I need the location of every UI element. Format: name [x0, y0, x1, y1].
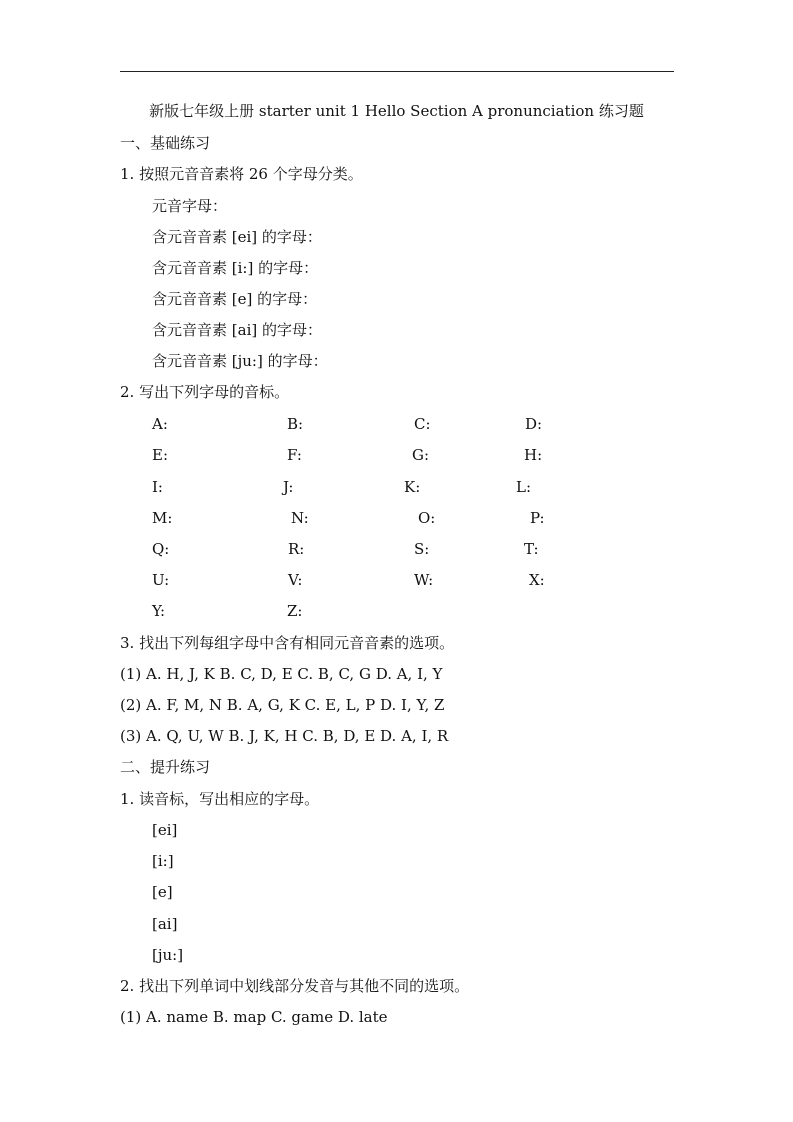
letter-cell: F:	[287, 446, 302, 464]
list-item: 含元音音素 [e] 的字母：	[152, 290, 318, 308]
list-item: 含元音音素 [ei] 的字母：	[152, 228, 322, 246]
section-heading-basic: 一、基础练习	[120, 134, 211, 152]
list-item: 含元音音素 [ai] 的字母：	[152, 321, 322, 339]
letter-cell: V:	[288, 571, 303, 589]
list-item: [ai]	[152, 915, 178, 933]
list-item: 元音字母：	[152, 197, 228, 215]
list-item: (1) A. name B. map C. game D. late	[120, 1008, 388, 1026]
letter-cell: Z:	[287, 602, 303, 620]
letter-cell: J:	[283, 478, 294, 496]
letter-cell: X:	[529, 571, 545, 589]
letter-cell: T:	[524, 540, 539, 558]
question-prompt: 2. 写出下列字母的音标。	[120, 383, 290, 401]
letter-cell: M:	[152, 509, 173, 527]
letter-cell: R:	[288, 540, 305, 558]
letter-cell: O:	[418, 509, 436, 527]
header-rule	[120, 71, 674, 72]
question-prompt: 2. 找出下列单词中划线部分发音与其他不同的选项。	[120, 977, 470, 995]
list-item: (1) A. H, J, K B. C, D, E C. B, C, G D. A, I, Y	[120, 665, 443, 683]
letter-cell: I:	[152, 478, 163, 496]
letter-cell: D:	[525, 415, 543, 433]
question-prompt: 1. 读音标，写出相应的字母。	[120, 790, 320, 808]
letter-cell: N:	[291, 509, 309, 527]
list-item: [ju:]	[152, 946, 184, 964]
letter-cell: H:	[524, 446, 543, 464]
letter-cell: L:	[516, 478, 532, 496]
letter-cell: U:	[152, 571, 170, 589]
list-item: [e]	[152, 883, 173, 901]
list-item: [i:]	[152, 852, 174, 870]
list-item: 含元音音素 [i:] 的字母：	[152, 259, 319, 277]
letter-cell: Q:	[152, 540, 170, 558]
list-item: 含元音音素 [ju:] 的字母：	[152, 352, 328, 370]
letter-cell: G:	[412, 446, 430, 464]
letter-cell: B:	[287, 415, 304, 433]
letter-cell: P:	[530, 509, 545, 527]
letter-cell: Y:	[152, 602, 166, 620]
list-item: (2) A. F, M, N B. A, G, K C. E, L, P D. I, Y, Z	[120, 696, 445, 714]
question-prompt: 1. 按照元音音素将 26 个字母分类。	[120, 165, 363, 183]
letter-cell: S:	[414, 540, 430, 558]
letter-cell: A:	[152, 415, 168, 433]
section-heading-advanced: 二、提升练习	[120, 758, 211, 776]
letter-cell: K:	[404, 478, 421, 496]
letter-cell: C:	[414, 415, 431, 433]
letter-cell: E:	[152, 446, 169, 464]
list-item: [ei]	[152, 821, 178, 839]
list-item: (3) A. Q, U, W B. J, K, H C. B, D, E D. A, I, R	[120, 727, 449, 745]
question-prompt: 3. 找出下列每组字母中含有相同元音音素的选项。	[120, 634, 455, 652]
document-title: 新版七年级上册 starter unit 1 Hello Section A pronunciation 练习题	[149, 102, 644, 120]
letter-cell: W:	[414, 571, 434, 589]
